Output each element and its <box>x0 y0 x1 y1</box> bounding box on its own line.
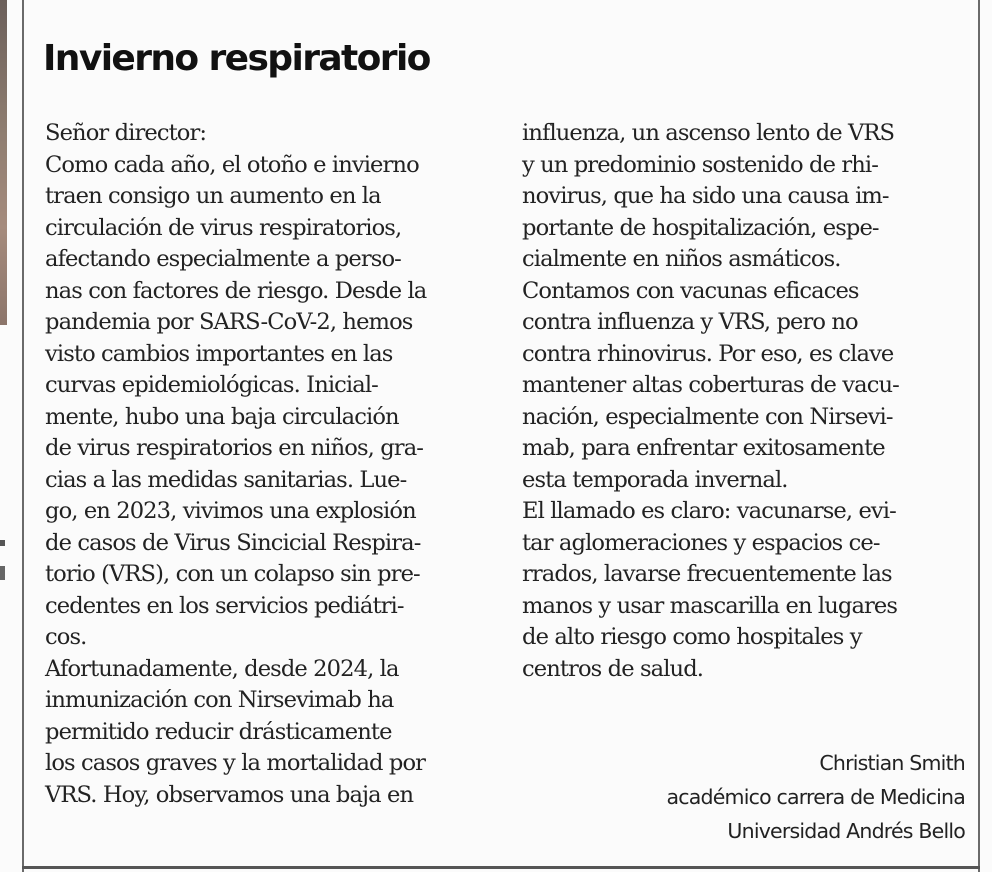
letter-body-right-column <box>522 118 967 685</box>
body-line: permitido reducir drásticamente <box>45 718 392 745</box>
adjacent-column-mark <box>0 566 5 580</box>
body-line: de casos de Virus Sincicial Respira- <box>45 529 421 556</box>
body-line: cias a las medidas sanitarias. Lue- <box>45 466 407 493</box>
body-line: inmunización con Nirsevimab ha <box>45 687 394 713</box>
body-line: afectando especialmente a perso- <box>45 246 401 272</box>
body-line: cedentes en los servicios pediátri- <box>45 592 404 619</box>
body-line: circulación de virus respiratorios, <box>45 214 402 241</box>
body-line: pandemia por SARS-CoV-2, hemos <box>45 309 413 335</box>
body-line: los casos graves y la mortalidad por <box>45 750 426 776</box>
body-line: Contamos con vacunas eficaces <box>522 277 859 304</box>
letter-signature <box>667 746 965 848</box>
body-line: nas con factores de riesgo. Desde la <box>45 277 427 304</box>
body-line: torio (VRS), con un colapso sin pre- <box>45 561 420 587</box>
letter-headline: Invierno respiratorio <box>43 38 430 79</box>
body-line: go, en 2023, vivimos una explosión <box>45 498 416 524</box>
body-line: influenza, un ascenso lento de VRS <box>522 120 895 146</box>
body-line: Como cada año, el otoño e invierno <box>45 151 419 178</box>
body-line: manos y usar mascarilla en lugares <box>522 592 898 619</box>
body-line: cos. <box>45 624 87 650</box>
signature-institution: Universidad Andrés Bello <box>727 819 965 843</box>
body-line: portante de hospitalización, espe- <box>522 214 879 241</box>
adjacent-column-mark <box>0 540 5 546</box>
body-line: mantener altas coberturas de vacu- <box>522 372 899 398</box>
body-line: VRS. Hoy, observamos una baja en <box>45 781 414 808</box>
body-line: visto cambios importantes en las <box>45 340 393 367</box>
body-line: rrados, lavarse frecuentemente las <box>522 561 892 587</box>
body-line: mente, hubo una baja circulación <box>45 403 399 430</box>
body-line: Señor director: <box>45 120 207 146</box>
body-line: mab, para enfrentar exitosamente <box>522 435 885 461</box>
body-line: Afortunadamente, desde 2024, la <box>45 655 399 682</box>
body-line: centros de salud. <box>522 655 704 682</box>
body-line: esta temporada invernal. <box>522 466 788 493</box>
letter-body-left-column <box>45 118 503 811</box>
body-line: curvas epidemiológicas. Inicial- <box>45 372 378 398</box>
body-line: y un predominio sostenido de rhi- <box>522 151 878 178</box>
body-line: traen consigo un aumento en la <box>45 183 381 209</box>
signature-name: Christian Smith <box>819 751 965 775</box>
body-line: de alto riesgo como hospitales y <box>522 624 862 650</box>
body-line: El llamado es claro: vacunarse, evi- <box>522 498 896 524</box>
body-line: contra rhinovirus. Por eso, es clave <box>522 340 894 367</box>
bottom-rule <box>22 866 980 869</box>
body-line: nación, especialmente con Nirsevi- <box>522 403 893 430</box>
body-line: novirus, que ha sido una causa im- <box>522 183 889 209</box>
body-line: cialmente en niños asmáticos. <box>522 246 841 272</box>
signature-role: académico carrera de Medicina <box>666 785 965 809</box>
adjacent-photo-edge <box>0 0 7 325</box>
body-line: tar aglomeraciones y espacios ce- <box>522 529 880 556</box>
body-line: contra influenza y VRS, pero no <box>522 309 858 335</box>
body-line: de virus respiratorios en niños, gra- <box>45 435 424 461</box>
